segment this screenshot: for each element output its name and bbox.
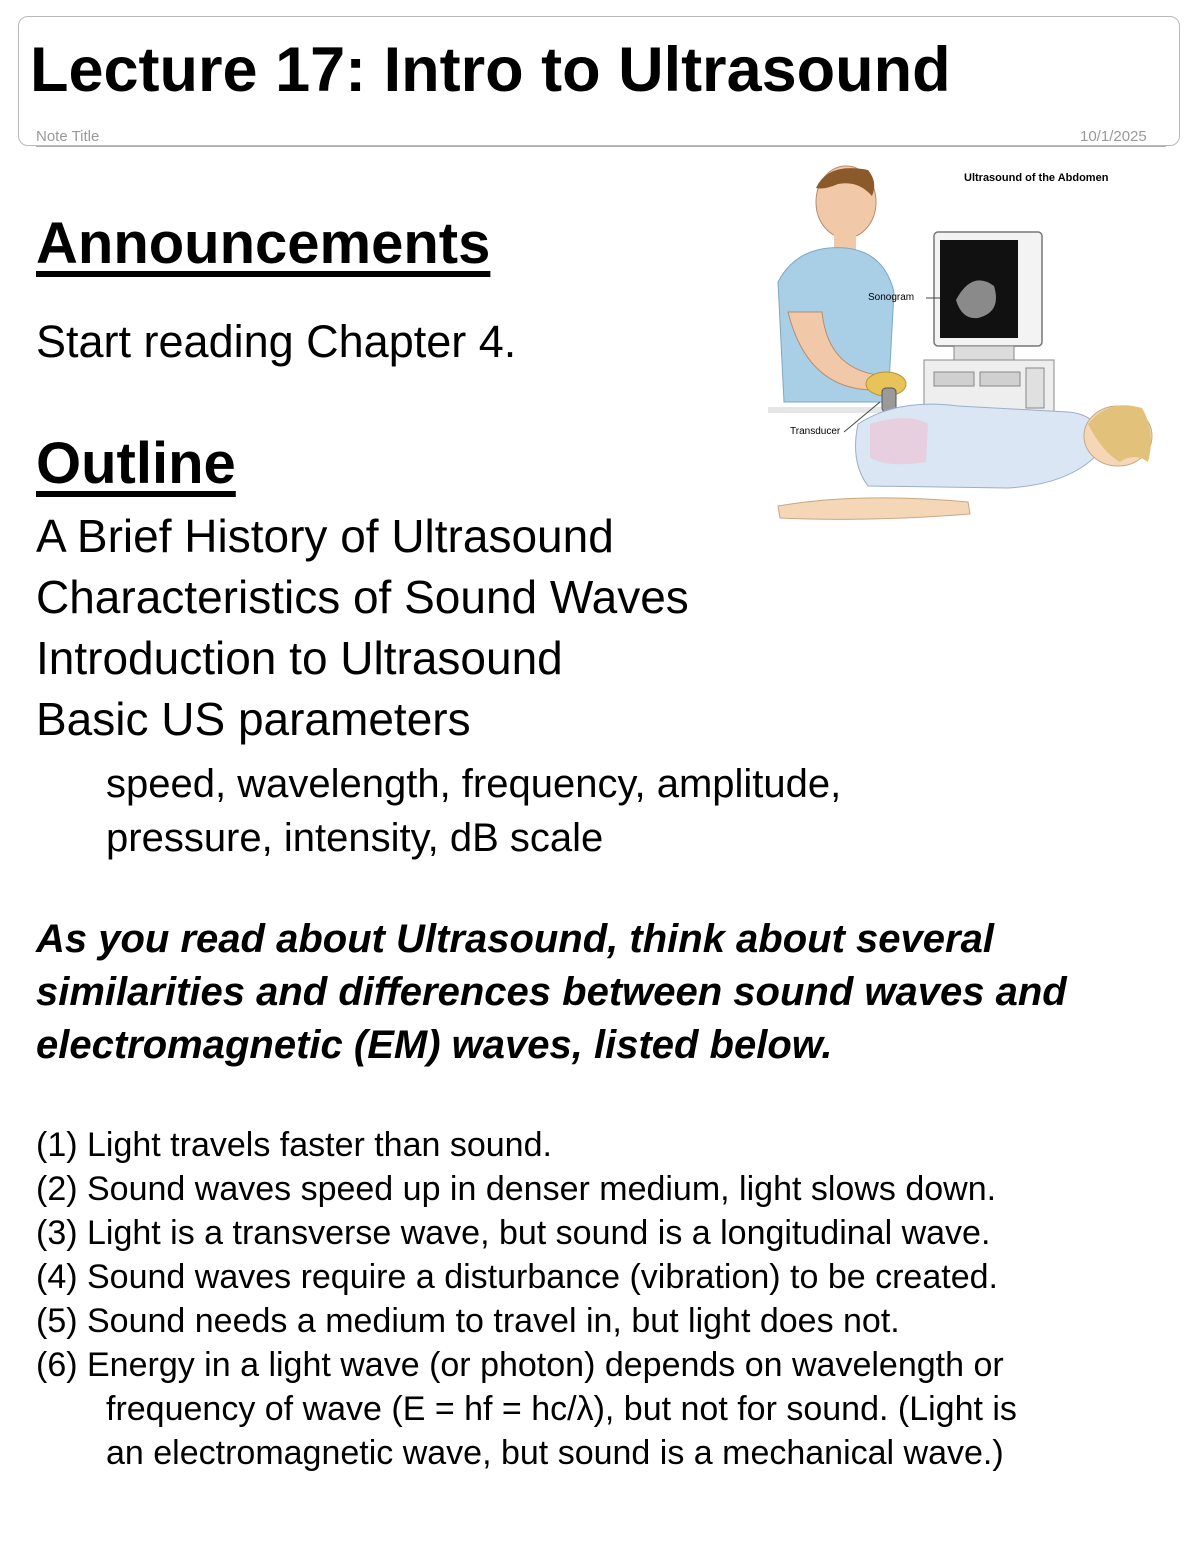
page-title: Lecture 17: Intro to Ultrasound [30, 35, 951, 105]
outline-subitem: pressure, intensity, dB scale [106, 816, 604, 860]
patient-figure [778, 404, 1152, 519]
note-date: 10/1/2025 [1080, 128, 1147, 145]
reading-prompt: As you read about Ultrasound, think about several similarities and differences between sound waves and electromagnetic (EM) waves, listed below. [36, 917, 1067, 1067]
sonogram-label: Sonogram [868, 292, 915, 303]
outline-item: Basic US parameters [36, 693, 471, 745]
outline-item: Introduction to Ultrasound [36, 632, 563, 684]
ultrasound-illustration [758, 162, 1158, 542]
ultrasound-monitor [924, 232, 1054, 412]
comparison-item: (1) Light travels faster than sound. [36, 1126, 552, 1164]
outline-item: Characteristics of Sound Waves [36, 571, 689, 623]
comparison-item-6 [36, 1343, 1186, 1475]
comparison-item: (2) Sound waves speed up in denser medium, light slows down. [36, 1170, 997, 1208]
outline-list [36, 506, 689, 750]
comparison-item: (5) Sound needs a medium to travel in, but light does not. [36, 1302, 900, 1340]
outline-subitems [106, 757, 841, 865]
technician-figure [778, 166, 906, 402]
comparison-item: (4) Sound waves require a disturbance (vibration) to be created. [36, 1258, 998, 1296]
announcement-text: Start reading Chapter 4. [36, 316, 517, 367]
outline-subitem: speed, wavelength, frequency, amplitude, [106, 762, 842, 806]
outline-item: A Brief History of Ultrasound [36, 510, 614, 562]
transducer-label: Transducer [790, 426, 841, 437]
comparison-list [36, 1123, 1186, 1475]
note-title-label: Note Title [36, 128, 100, 145]
comparison-6-line2: frequency of wave (E = hf = hc/λ), but not for sound. (Light is [106, 1390, 1017, 1428]
illustration-caption: Ultrasound of the Abdomen [964, 172, 1109, 184]
announcements-heading: Announcements [36, 211, 491, 276]
outline-heading: Outline [36, 431, 236, 496]
comparison-6-line3: an electromagnetic wave, but sound is a mechanical wave.) [106, 1434, 1004, 1472]
note-title-underline [36, 146, 1166, 147]
comparison-6-line1: (6) Energy in a light wave (or photon) depends on wavelength or [36, 1346, 1004, 1384]
comparison-item: (3) Light is a transverse wave, but sound is a longitudinal wave. [36, 1214, 991, 1252]
